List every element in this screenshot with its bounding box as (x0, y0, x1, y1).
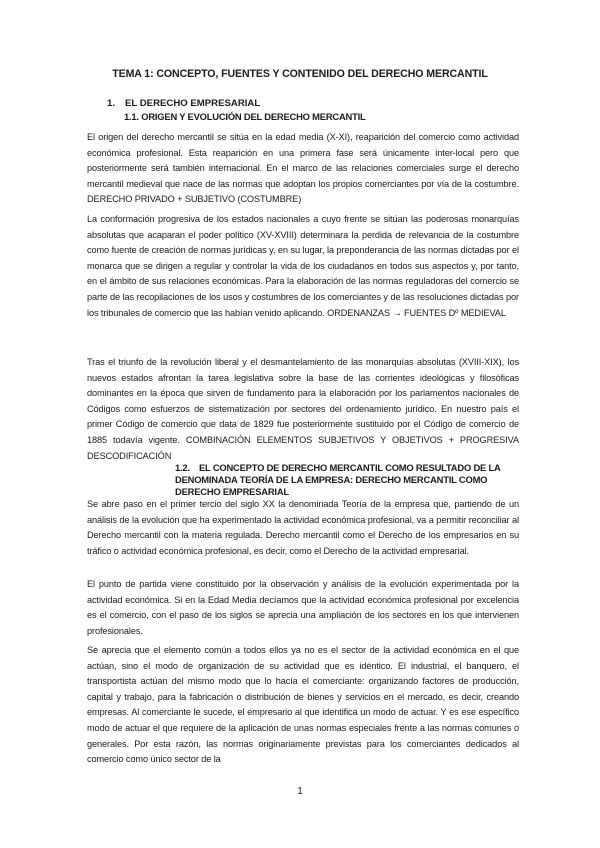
paragraph-2: La conformación progresiva de los estados nacionales a cuyo frente se sitúan las poderosas monarquías absolutas que acaparan el poder político (XV-XVIII) determinara la perdida de relevancia de la costumbre como fuente de creación de normas jurídicas y, en su lugar, la preponderancia de las normas dictadas por el monarca que se dirigen a regular y controlar la vida de los ciudadanos en todos sus aspectos y, por tanto, en el ámbito de sus relaciones económicas. Para la elaboración de las normas reguladoras del comercio se parte de las recopilaciones de los usos y costumbres de los comerciantes y de las resoluciones dictadas por los tribunales de comercio que las habían venido aplicando. ORDENANZAS → FUENTES Dº MEDIEVAL (87, 214, 519, 318)
paragraph-3: Tras el triunfo de la revolución liberal y el desmantelamiento de las monarquías absolutas (XVIII-XIX), los nuevos estados afrontan la tarea legislativa sobre la base de las corrientes ideológicas y filosóficas dominantes en la época que sirven de fundamento para la elaboración por los parlamentos nacionales de Códigos como esfuerzos de sistematización por sectores del ordenamiento jurídico. En nuestro país el primer Código de comercio que data de 1829 fue posteriormente sustituido por el Código de comercio de 1885 todavía vigente. COMBINACIÓN ELEMENTOS SUBJETIVOS Y OBJETIVOS + PROGRESIVA DESCODIFICACIÓN (87, 357, 519, 461)
paragraph-5: El punto de partida viene constituido por la observación y análisis de la evolución experimentada por la actividad económica. Si en la Edad Media decíamos que la actividad económica profesional por excelencia es el comercio, con el paso de los siglos se aprecia una ampliación de los sectores en los que intervienen profesionales. (87, 579, 519, 636)
subsection-number: 1.2. (175, 462, 190, 473)
page-number: 1 (297, 786, 303, 797)
subsection-heading-1: 1.1. ORIGEN Y EVOLUCIÓN DEL DERECHO MERCANTIL (124, 111, 366, 122)
section-number: 1. (107, 98, 116, 109)
document-title: TEMA 1: CONCEPTO, FUENTES Y CONTENIDO DEL DERECHO MERCANTIL (112, 68, 488, 80)
section-label: EL DERECHO EMPRESARIAL (125, 98, 261, 109)
paragraph-4: Se abre paso en el primer tercio del siglo XX la denominada Teoría de la empresa que, partiendo de un análisis de la evolución que ha experimentado la actividad económica profesional, va a permitir reconciliar al Derecho mercantil con la materia regulada. Derecho mercantil como el Derecho de los empresarios en su tráfico o actividad económica profesional, es decir, como el Derecho de la actividad empresarial. (87, 499, 519, 556)
paragraph-6: Se aprecia que el elemento común a todos ellos ya no es el sector de la actividad económica en el que actúan, sino el modo de organización de su actividad que es idéntico. El industrial, el banquero, el transportista actúan del mismo modo que lo hacía el comerciante: organizando factores de producción, capital y trabajo, para la fabricación o distribución de bienes y servicios en el mercado, es decir, creando empresas. Al comerciante le sucede, el empresario al que identifica un modo de actuar. Y es ese específico modo de actuar el que requiere de la aplicación de unas normas especiales frente a las normas comunes o generales. Por esta razón, las normas originariamente previstas para los comerciantes dedicados al comercio como único sector de la (87, 645, 519, 765)
section-heading (107, 98, 260, 109)
subsection-label: EL CONCEPTO DE DERECHO MERCANTIL COMO RESULTADO DE LA DENOMINADA TEORÍA DE LA EMPRESA: DERECHO MERCANTIL COMO DERECHO EMPRESARIAL (175, 462, 501, 498)
subsection-heading-2 (175, 462, 520, 499)
paragraph-1: El origen del derecho mercantil se sitúa en la edad media (X-XI), reaparición del comercio como actividad económica profesional. Esta reaparición en una primera fase será únicamente inter-local pero que posteriormente será también internacional. En el marco de las relaciones comerciales surge el derecho mercantil medieval que nace de las normas que adoptan los propios comerciantes por vía de la costumbre. DERECHO PRIVADO + SUBJETIVO (COSTUMBRE) (87, 132, 519, 205)
